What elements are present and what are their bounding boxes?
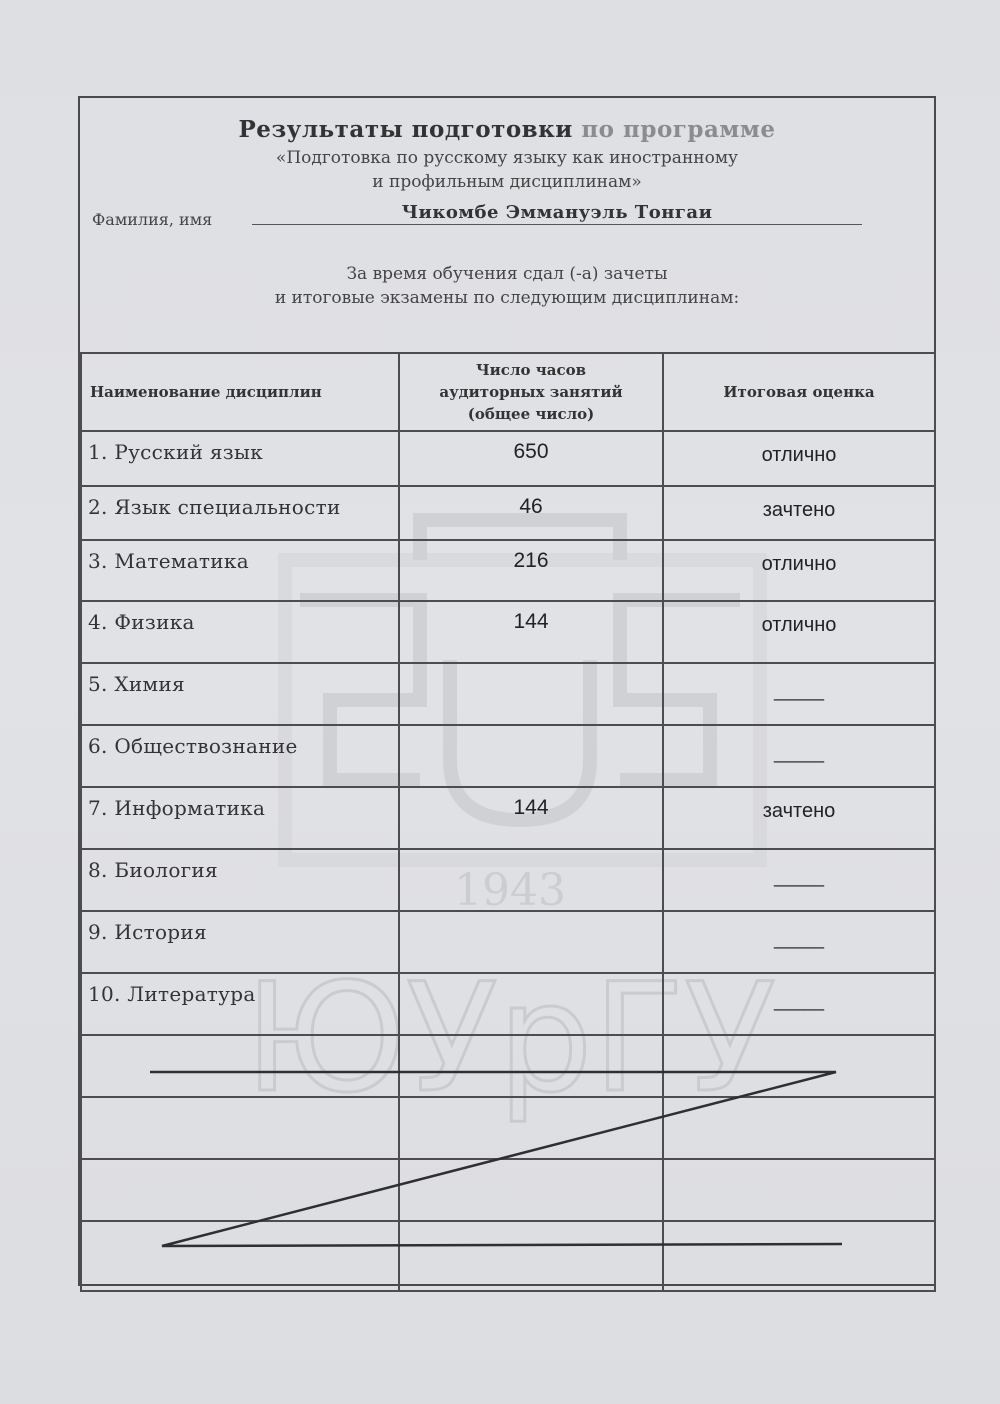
discipline-grade: зачтено	[663, 486, 935, 540]
intro-line-2: и итоговые экзамены по следующим дисциплинам:	[274, 288, 740, 308]
table-row	[81, 973, 935, 1035]
empty-row	[81, 1035, 935, 1097]
discipline-name: 5. Химия	[81, 663, 399, 725]
discipline-hours: 144	[399, 601, 663, 663]
title-main: Результаты подготовки	[238, 116, 573, 143]
table-row	[81, 663, 935, 725]
table-row	[81, 601, 935, 663]
discipline-name: 8. Биология	[81, 849, 399, 911]
results-table	[80, 352, 936, 1292]
table-row	[81, 849, 935, 911]
column-header-grade: Итоговая оценка	[663, 353, 935, 431]
discipline-name: 9. История	[81, 911, 399, 973]
certificate-frame	[78, 96, 936, 1286]
empty-row	[81, 1097, 935, 1159]
discipline-name: 2. Язык специальности	[81, 486, 399, 540]
column-header-discipline: Наименование дисциплин	[81, 353, 399, 431]
empty-row	[81, 1221, 935, 1291]
discipline-grade: отлично	[663, 431, 935, 486]
discipline-grade: отлично	[663, 601, 935, 663]
watermark-org: ЮУрГУ	[244, 952, 776, 1126]
page-title	[80, 116, 934, 143]
name-label: Фамилия, имя	[92, 210, 213, 229]
discipline-hours	[399, 663, 663, 725]
discipline-hours	[399, 973, 663, 1035]
table-row	[81, 540, 935, 601]
column-header-hours-line2: аудиторных занятий	[439, 383, 623, 401]
name-underline	[252, 224, 862, 225]
discipline-grade: зачтено	[663, 787, 935, 849]
discipline-grade: _____	[663, 663, 935, 725]
discipline-name: 6. Обществознание	[81, 725, 399, 787]
program-line-1: «Подготовка по русскому языку как иностранному	[275, 148, 739, 168]
table-row	[81, 787, 935, 849]
discipline-name: 3. Математика	[81, 540, 399, 601]
discipline-hours	[399, 725, 663, 787]
certificate-header	[80, 98, 934, 352]
column-header-hours-line1: Число часов	[475, 361, 587, 379]
table-row	[81, 725, 935, 787]
discipline-grade: отлично	[663, 540, 935, 601]
table-row	[81, 486, 935, 540]
discipline-name: 10. Литература	[81, 973, 399, 1035]
discipline-grade: _____	[663, 849, 935, 911]
discipline-grade: _____	[663, 911, 935, 973]
table-row	[81, 431, 935, 486]
discipline-name: 7. Информатика	[81, 787, 399, 849]
intro-line-1: За время обучения сдал (-а) зачеты	[346, 264, 668, 284]
student-name: Чикомбе Эммануэль Тонгаи	[401, 202, 713, 223]
discipline-hours: 144	[399, 787, 663, 849]
discipline-hours	[399, 911, 663, 973]
discipline-grade: _____	[663, 725, 935, 787]
title-tail: по программе	[581, 116, 776, 143]
column-header-hours	[399, 353, 663, 431]
discipline-hours: 46	[399, 486, 663, 540]
program-line-2: и профильным дисциплинам»	[372, 172, 642, 192]
table-header-row	[81, 353, 935, 431]
discipline-hours	[399, 849, 663, 911]
discipline-name: 4. Физика	[81, 601, 399, 663]
discipline-grade: _____	[663, 973, 935, 1035]
watermark-year: 1943	[454, 865, 566, 916]
discipline-name: 1. Русский язык	[81, 431, 399, 486]
column-header-hours-line3: (общее число)	[467, 405, 595, 423]
discipline-hours: 216	[399, 540, 663, 601]
discipline-hours: 650	[399, 431, 663, 486]
empty-row	[81, 1159, 935, 1221]
table-row	[81, 911, 935, 973]
